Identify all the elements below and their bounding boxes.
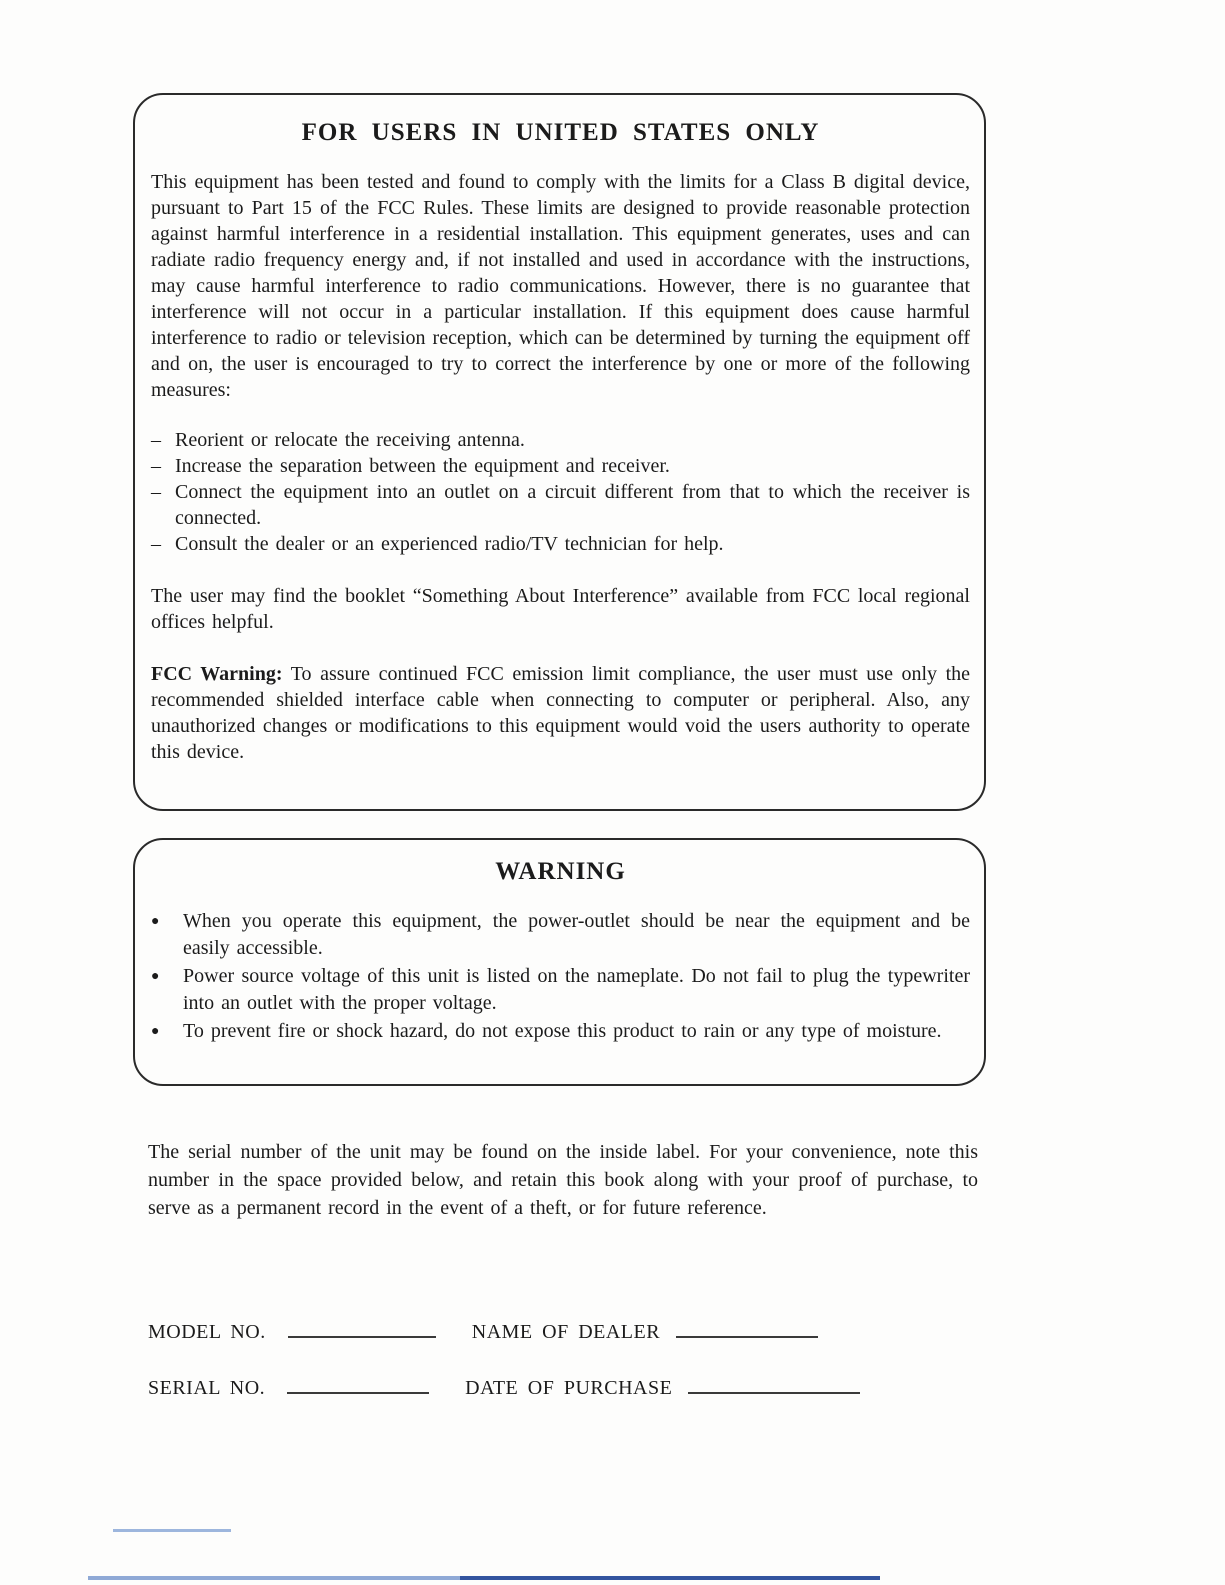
form-row-serial-purchase <box>148 1376 978 1400</box>
model-no-blank <box>288 1320 436 1338</box>
warning-box <box>133 838 986 1086</box>
dash-marker: – <box>151 481 161 503</box>
model-no-label: MODEL NO. <box>148 1321 266 1343</box>
form-row-model-dealer <box>148 1320 978 1344</box>
bullet-icon: ● <box>151 914 160 929</box>
scan-artifact-line <box>88 1576 460 1580</box>
measure-item-text: Consult the dealer or an experienced radio/TV technician for help. <box>175 533 724 555</box>
warning-items-list <box>151 908 970 1045</box>
warning-item <box>151 963 970 1017</box>
measure-item <box>151 453 970 479</box>
scan-artifact-line <box>113 1529 231 1532</box>
purchase-label: DATE OF PURCHASE <box>465 1377 673 1399</box>
scan-artifact-line <box>460 1576 880 1580</box>
measure-item-text: Connect the equipment into an outlet on a circuit different from that to which the receiver is connected. <box>175 481 970 529</box>
fcc-intro-paragraph: This equipment has been tested and found to comply with the limits for a Class B digital device, pursuant to Part 15 of the FCC Rules. These limits are designed to provide reasonable protection against harmful interference in a residential installation. This equipment generates, uses and can radiate radio frequency energy and, if not installed and used in accordance with the instructions, may cause harmful interference to radio communications. However, there is no guarantee that interference will not occur in a particular installation. If this equipment does cause harmful interference to radio or television reception, which can be determined by turning the equipment off and on, the user is encouraged to try to correct the interference by one or more of the following measures: <box>151 171 971 401</box>
bullet-icon: ● <box>151 969 160 984</box>
warning-item <box>151 1018 970 1045</box>
warning-item <box>151 908 970 962</box>
booklet-paragraph: The user may find the booklet “Something About Interference” available from FCC local regional offices helpful. <box>151 585 970 633</box>
fcc-warning-paragraph <box>151 661 970 765</box>
dealer-blank <box>676 1320 818 1338</box>
serial-number-note: The serial number of the unit may be found on the inside label. For your convenience, note this number in the space provided below, and retain this book along with your proof of purchase, to serve as a permanent record in the event of a theft, or for future reference. <box>148 1141 978 1219</box>
fcc-warning-label: FCC Warning: <box>151 663 283 685</box>
warning-item-text: Power source voltage of this unit is listed on the nameplate. Do not fail to plug the typewriter into an outlet with the proper voltage. <box>183 965 970 1014</box>
dash-marker: – <box>151 455 161 477</box>
warning-box-title: WARNING <box>495 858 626 885</box>
measure-item-text: Reorient or relocate the receiving antenna. <box>175 429 525 451</box>
purchase-blank <box>688 1376 860 1394</box>
measure-item-text: Increase the separation between the equipment and receiver. <box>175 455 670 477</box>
measure-item <box>151 479 970 531</box>
fcc-notice-box <box>133 93 986 811</box>
bullet-icon: ● <box>151 1024 160 1039</box>
dealer-label: NAME OF DEALER <box>471 1321 661 1343</box>
warning-item-text: When you operate this equipment, the power-outlet should be near the equipment and be easily accessible. <box>183 910 970 959</box>
fcc-box-title: FOR USERS IN UNITED STATES ONLY <box>301 119 820 146</box>
serial-no-label: SERIAL NO. <box>148 1377 266 1399</box>
serial-no-blank <box>287 1376 429 1394</box>
interference-measures-list <box>151 427 970 557</box>
measure-item <box>151 531 970 557</box>
dash-marker: – <box>151 429 161 451</box>
fcc-warning-text: To assure continued FCC emission limit compliance, the user must use only the recommended shielded interface cable when connecting to computer or peripheral. Also, any unauthorized changes or modifications to this equipment would void the users authority to operate this device. <box>151 663 971 763</box>
warning-item-text: To prevent fire or shock hazard, do not expose this product to rain or any type of moisture. <box>183 1020 942 1042</box>
measure-item <box>151 427 970 453</box>
dash-marker: – <box>151 533 161 555</box>
